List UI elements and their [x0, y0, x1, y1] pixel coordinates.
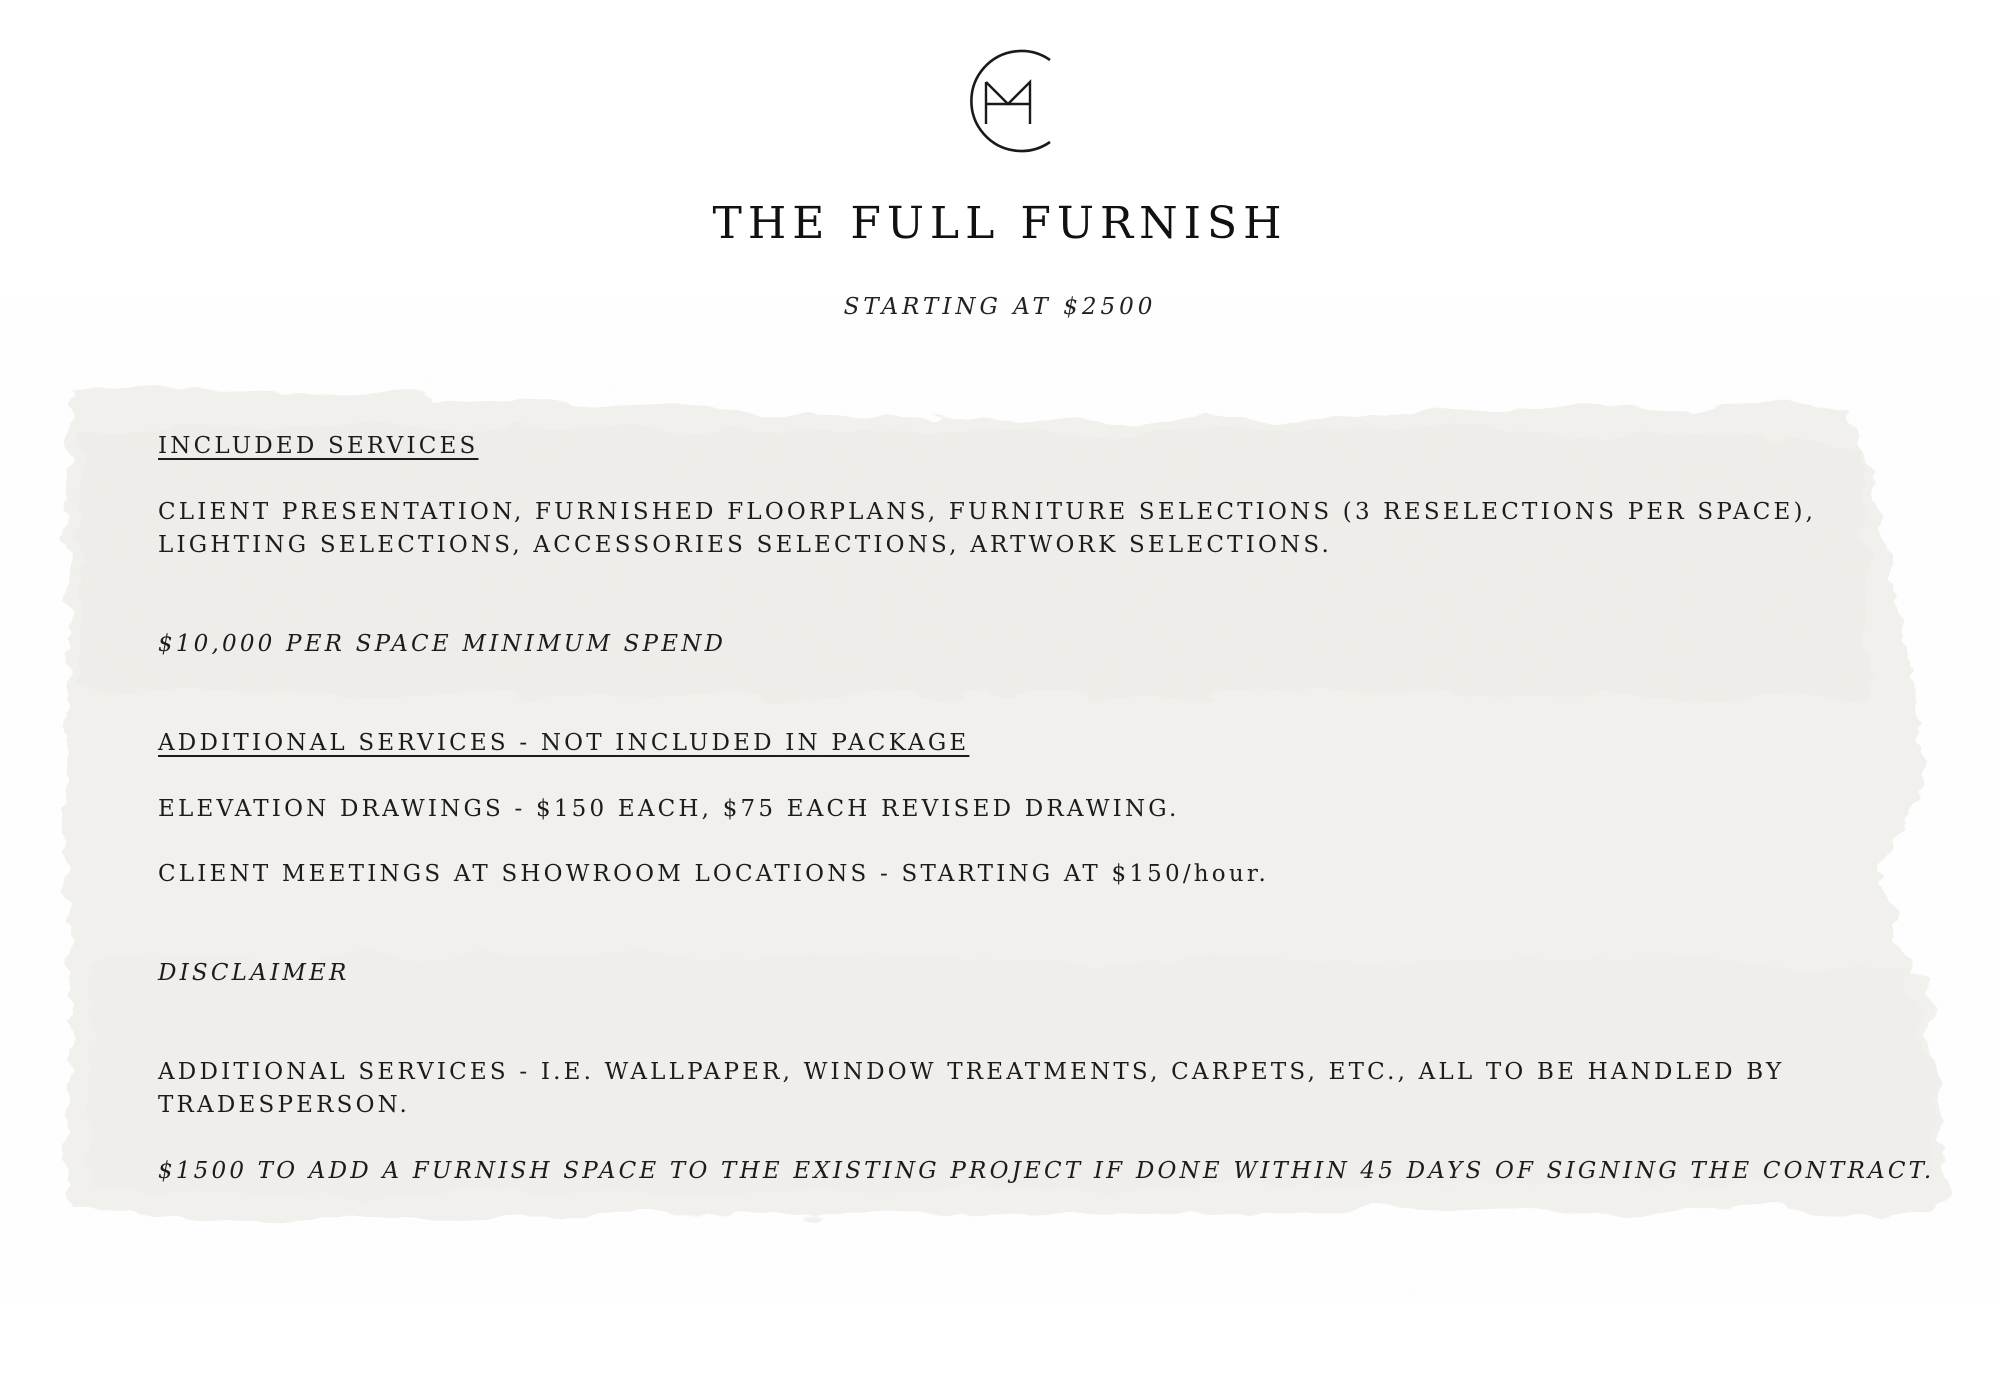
disclaimer-line-1: ADDITIONAL SERVICES - I.E. WALLPAPER, WINDOW TREATMENTS, CARPETS, ETC., ALL TO BE HANDLED BY — [158, 1059, 1785, 1085]
starting-price-subtitle: STARTING AT $2500 — [843, 294, 1157, 320]
disclaimer-heading: DISCLAIMER — [158, 960, 350, 986]
elevation-drawings-item: ELEVATION DRAWINGS - $150 EACH, $75 EACH REVISED DRAWING. — [158, 796, 1180, 822]
mh-monogram-logo-icon — [952, 42, 1068, 160]
add-furnish-space-note: $1500 TO ADD A FURNISH SPACE TO THE EXISTING PROJECT IF DONE WITHIN 45 DAYS OF SIGNING THE CONTRACT. — [158, 1158, 1935, 1184]
included-services-line-1: CLIENT PRESENTATION, FURNISHED FLOORPLANS, FURNITURE SELECTIONS (3 RESELECTIONS PER SPACE), — [158, 499, 1817, 525]
minimum-spend-note: $10,000 PER SPACE MINIMUM SPEND — [158, 631, 727, 657]
included-services-line-2: LIGHTING SELECTIONS, ACCESSORIES SELECTIONS, ARTWORK SELECTIONS. — [158, 532, 1333, 558]
disclaimer-line-2: TRADESPERSON. — [158, 1092, 411, 1118]
additional-services-heading: ADDITIONAL SERVICES - NOT INCLUDED IN PACKAGE — [158, 730, 970, 756]
page-title: THE FULL FURNISH — [712, 198, 1288, 249]
included-services-heading: INCLUDED SERVICES — [158, 433, 479, 459]
client-meetings-item: CLIENT MEETINGS AT SHOWROOM LOCATIONS - STARTING AT $150/hour. — [158, 861, 1270, 887]
